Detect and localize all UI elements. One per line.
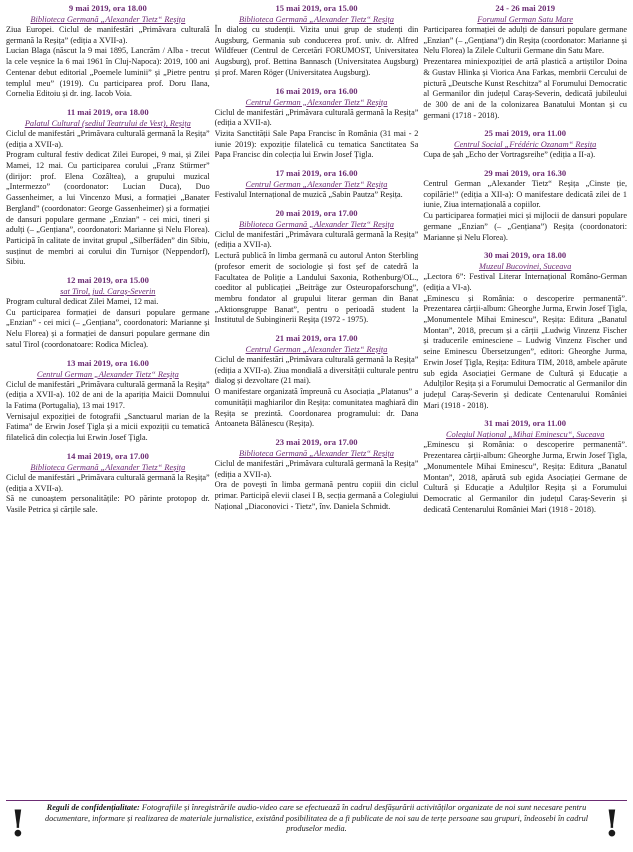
privacy-label: Reguli de confidențialitate: bbox=[46, 803, 140, 812]
event-entry bbox=[6, 358, 210, 444]
event-description: Festivalul Internațional de muzică „Sabin Pautza” Reșița. bbox=[214, 190, 403, 200]
event-description: Ora de povești în limba germană pentru copiii din ciclul primar. Participă elevii clasei I B, secția germană a Colegiului Național „Diaconovici - Tietz”, înv. Daniela Schmidt. bbox=[214, 480, 419, 511]
event-description: Ciclul de manifestări „Primăvara culturală germană la Reșița” (ediția a XVII-a). bbox=[6, 472, 210, 493]
event-description: Program cultural dedicat Zilei Mamei, 12 mai. bbox=[6, 297, 159, 307]
event-venue: Biblioteca Germană „Alexander Tietz“ Reșița bbox=[30, 15, 186, 24]
event-venue: Forumul German Satu Mare bbox=[477, 15, 574, 24]
event-description: Program cultural festiv dedicat Zilei Europei, 9 mai, și Zilei Mamei, 12 mai. Cu participarea corului „Franz Stürmer” (dirijor: prof. Elena Cozâltea), a grupului muzical „Intermezzo” (coordonator: Lucian Duca), Duo Gassenheimer, a lui Vincenzo Musi, a formației „Banater Bergland” (coordonator: George Gassenheimer) și a formației de dansuri populare germane „Enzian” - cei mici, tineri și adulți (– „Gențiana”, coordonatori: Marianne și Nelu Florea). Participă în calitate de invitat grupul „Silberfäden” din Sibiu, susținut de membri ai corului din Turnișor (Neppendorf), Sibiu. bbox=[6, 150, 210, 267]
event-description: Vernisajul expoziției de fotografii „Sanctuarul marian de la Fatima” de Erwin Josef Țigla și a micii expoziții cu tematică filatelică din colecția lui Erwin Josef Țigla. bbox=[6, 411, 210, 443]
event-date: 12 mai 2019, ora 15.00 bbox=[66, 275, 149, 286]
event-date: 9 mai 2019, ora 18.00 bbox=[68, 3, 147, 13]
event-description: Ciclul de manifestări „Primăvara culturală germană la Reșița” (ediția a XVII-a). bbox=[214, 458, 419, 479]
exclamation-icon-left: ! bbox=[10, 803, 26, 845]
event-entry bbox=[6, 107, 210, 268]
event-description: Cu participarea formației mici și mijlocii de dansuri populare germane „Enzian” (– „Gențiana”) Reșița (coordonatori: Marianne și Nelu Florea). bbox=[423, 211, 628, 242]
event-description: Cu participarea formației de dansuri populare germane „Enzian” - cei mici (– „Gențiana”, coordonatori: Marianne și Nelu Florea) și a formației de dansuri populare germane din satul Tirol (coordonatoare: Rodica Miclea). bbox=[6, 307, 210, 349]
event-venue: Biblioteca Germană „Alexander Tietz“ Reșița bbox=[30, 462, 186, 472]
event-date: 23 mai 2019, ora 17.00 bbox=[275, 436, 358, 447]
event-venue: Centrul German „Alexander Tietz“ Reșița bbox=[36, 369, 179, 379]
event-venue: Biblioteca Germană „Alexander Tietz“ Reșița bbox=[239, 219, 394, 229]
event-entry bbox=[423, 418, 627, 515]
event-columns bbox=[6, 3, 627, 798]
event-description: „Eminescu și România: o descoperire permanentă”. Prezentarea cărții-album: Gheorghe Jurma, Erwin Josef Țigla, „Monumentele Mihai Eminescu”, Reșița: Editura „Banatul Montan”, 2018, precum și a cărții „Ludwig Vinzenz Fischer și traducerile eminesciene – Ludwig Vinzenz Fischer und seine Eminescu Übersetzungen”, editori: Gheorghe Jurma, Erwin Josef Țigla, Reșița: Editura TIM, 2018, ambele apărute sub egida Asociației Germane de Cultură și Educație a Adulților Reșița și a Forumului Democratic al Germanilor din județul Caraș-Severin și dedicate Centenarului României Mari (1918 - 2018). bbox=[423, 293, 628, 410]
event-description: Centrul German „Alexander Tietz“ Reșița „Cinste ție, copilărie!” (ediția a XII-a): O manifestare dedicată zilei de 1 iunie, Ziua internațională a copiilor. bbox=[423, 179, 628, 210]
event-entry bbox=[215, 208, 419, 326]
event-description: Lectură publică în limba germană cu autorul Anton Sterbling (profesor emerit de sociologie și fost șef de catedră la Facultatea de Poliție a Landului Saxonia, Rothenburg/OL., coeditor al publicației „Beiträge zur Osteuropaforschung”, membru fondator al grupului literar german din Banat „Aktionsgruppe Banat”, pentru o perioadă student la Institutul de Subinginerii Reșița (1972 - 1975). bbox=[214, 251, 419, 325]
event-venue: sat Tirol, jud. Caraș-Severin bbox=[60, 287, 156, 297]
event-description: Cupa de șah „Echo der Vortragsreihe” (ediția a II-a). bbox=[423, 150, 596, 160]
event-date: 30 mai 2019, ora 18.00 bbox=[484, 250, 567, 261]
event-description: Participarea formației de adulți de dansuri populare germane „Enzian” (– „Gențiana”) din Reșița (coordonator: Marianne și Nelu Florea) la Zilele Culturii Germane din Satu Mare. bbox=[423, 25, 628, 56]
event-description: Vizita Sanctității Sale Papa Francisc în România (31 mai - 2 iunie 2019): expoziție filatelică cu tematica Sanctitatea Sa Papa Francisc din colecția lui Erwin Josef Țigla. bbox=[214, 128, 419, 160]
event-date: 16 mai 2019, ora 16.00 bbox=[275, 85, 358, 96]
event-entry bbox=[423, 168, 627, 243]
event-date: 31 mai 2019, ora 11.00 bbox=[484, 418, 566, 429]
event-date: 29 mai 2019, ora 16.30 bbox=[484, 168, 567, 179]
event-entry bbox=[423, 3, 627, 121]
event-venue: Centrul Social „Frédéric Ozanam“ Reșița bbox=[453, 140, 597, 150]
event-date: 11 mai 2019, ora 18.00 bbox=[67, 106, 149, 117]
event-entry bbox=[6, 275, 210, 351]
event-description: Ziua Europei. Ciclul de manifestări „Primăvara culturală germană la Reșița” (ediția a XVII-a). bbox=[6, 25, 210, 45]
event-description: Prezentarea miniexpoziției de artă plastică a artiștilor Doina & Gustav Hlinka și Viorica Ana Farkas, membrii Cercului de pictură „Deutsche Kunst Reschitza” al Forumului Democratic al Germanilor din județul Caraș-Severin, dedicată jubileului de 300 de ani de la colonizarea Banatului Montan și cu germani (1718 - 2018). bbox=[423, 57, 628, 120]
event-entry bbox=[6, 3, 210, 100]
event-venue: Biblioteca Germană „Alexander Tietz“ Reșița bbox=[239, 448, 394, 458]
event-date: 24 - 26 mai 2019 bbox=[495, 3, 556, 13]
event-entry bbox=[215, 437, 419, 513]
event-date: 20 mai 2019, ora 17.00 bbox=[275, 207, 358, 218]
event-date: 21 mai 2019, ora 17.00 bbox=[275, 333, 358, 344]
event-description: În dialog cu studenții. Vizita unui grup de studenți din Augsburg, Germania sub conducerea prof. univ. dr. Alfred Wildfeuer (Centrul de Cercetări FORUMOST, Universitatea Augsburg), prof. Bettina Bannasch (Universitatea Augsburg) și prof. Maren Röger (Universitatea Augsburg). bbox=[214, 25, 419, 77]
event-entry bbox=[6, 451, 210, 516]
event-date: 25 mai 2019, ora 11.00 bbox=[484, 128, 566, 139]
privacy-text: Fotografiile și înregistrările audio-video care se efectuează în cadrul desfășurării activităților organizate de noi sunt necesare pentru documentare, informare și realizarea de materiale jurnalistice, existând posibilitatea de a fi publicate de noi sau de terțe persoane sau grupuri, îndeosebi în cadrul produselor media. bbox=[44, 803, 589, 833]
event-entry bbox=[215, 3, 419, 79]
event-description: Lucian Blaga (născut la 9 mai 1895, Lancrăm / Alba - trecut la cele veșnice la 6 mai 1961 în Cluj-Napoca): 2019, 100 ani Centenar debut editorial „Poemele luminii” și „Pietre pentru templul meu” (1919). Cu participarea prof. Doru Ilana, Cornelia Editoiu și dr. ing. Iacob Voia. bbox=[6, 46, 210, 99]
event-description: Ciclul de manifestări „Primăvara culturală germană la Reșița” (ediția a XVII-a). bbox=[6, 128, 210, 149]
footer-divider bbox=[6, 800, 627, 801]
event-venue: Colegiul Național „Mihai Eminescu“, Suceava bbox=[445, 430, 605, 440]
event-entry bbox=[423, 128, 627, 161]
event-description: Ciclul de manifestări „Primăvara culturală germană la Reșița” (ediția a XVII-a). Ziua mondială a diversității culturale pentru dialog și dezvoltare (21 mai). bbox=[214, 355, 419, 386]
event-description: „Eminescu și România: o descoperire permanentă”. Prezentarea cărții-album: Gheorghe Jurma, Erwin Josef Țigla, „Monumentele Mihai Eminescu”, Reșița: Editura „Banatul Montan”, 2018, apărută sub egida Asociației Germane de Cultură și Educație a Adulților Reșița și a Forumului Democratic al Germanilor din județul Caraș-Severin și dedicată Centenarului României Mari (1918 - 2018). bbox=[423, 440, 628, 514]
column-1 bbox=[6, 3, 210, 798]
column-3 bbox=[423, 3, 627, 798]
event-description: O manifestare organizată împreună cu Asociația „Platanus” a comunității maghiarilor din Reșița: comunitatea maghiară din Reșița se prezintă. Coordonarea programului: dr. Dana Antoaneta Bălănescu (Reșița). bbox=[214, 387, 419, 429]
event-venue: Centrul German „Alexander Tietz“ Reșița bbox=[245, 345, 388, 355]
event-description: Ciclul de manifestări „Primăvara culturală germană la Reșița” (ediția a XVII-a). bbox=[214, 229, 419, 250]
event-venue: Palatul Cultural (sediul Teatrului de Vest), Reșița bbox=[24, 118, 191, 128]
event-entry bbox=[215, 86, 419, 162]
event-venue: Centrul German „Alexander Tietz“ Reșița bbox=[245, 97, 388, 107]
exclamation-icon-right: ! bbox=[604, 803, 620, 845]
event-date: 13 mai 2019, ora 16.00 bbox=[66, 357, 149, 368]
event-entry bbox=[215, 333, 419, 430]
event-description: Ciclul de manifestări „Primăvara culturală germană la Reșița” (ediția a XVII-a). 102 de ani de la apariția Maicii Domnului la Fatima (Portugalia), 13 mai 1917. bbox=[6, 379, 210, 410]
event-date: 17 mai 2019, ora 16.00 bbox=[275, 168, 358, 179]
event-venue: Muzeul Bucovinei, Suceava bbox=[479, 262, 572, 272]
column-2 bbox=[215, 3, 419, 798]
privacy-notice bbox=[40, 803, 593, 835]
event-venue: Centrul German „Alexander Tietz“ Reșița bbox=[245, 180, 388, 190]
event-description: „Lectora 6”: Festival Literar Internațional Româno-German (ediția a VI-a). bbox=[423, 272, 628, 292]
event-entry bbox=[423, 250, 627, 411]
event-description: Să ne cunoaștem personalitățile: PO părinte protopop dr. Vasile Petrica și cărțile sale. bbox=[6, 494, 210, 514]
event-entry bbox=[215, 168, 419, 201]
event-date: 15 mai 2019, ora 15.00 bbox=[275, 3, 358, 13]
event-venue: Biblioteca Germană „Alexander Tietz“ Reșița bbox=[239, 15, 394, 24]
event-date: 14 mai 2019, ora 17.00 bbox=[66, 450, 149, 461]
event-description: Ciclul de manifestări „Primăvara culturală germană la Reșița” (ediția a XVII-a). bbox=[214, 107, 419, 128]
